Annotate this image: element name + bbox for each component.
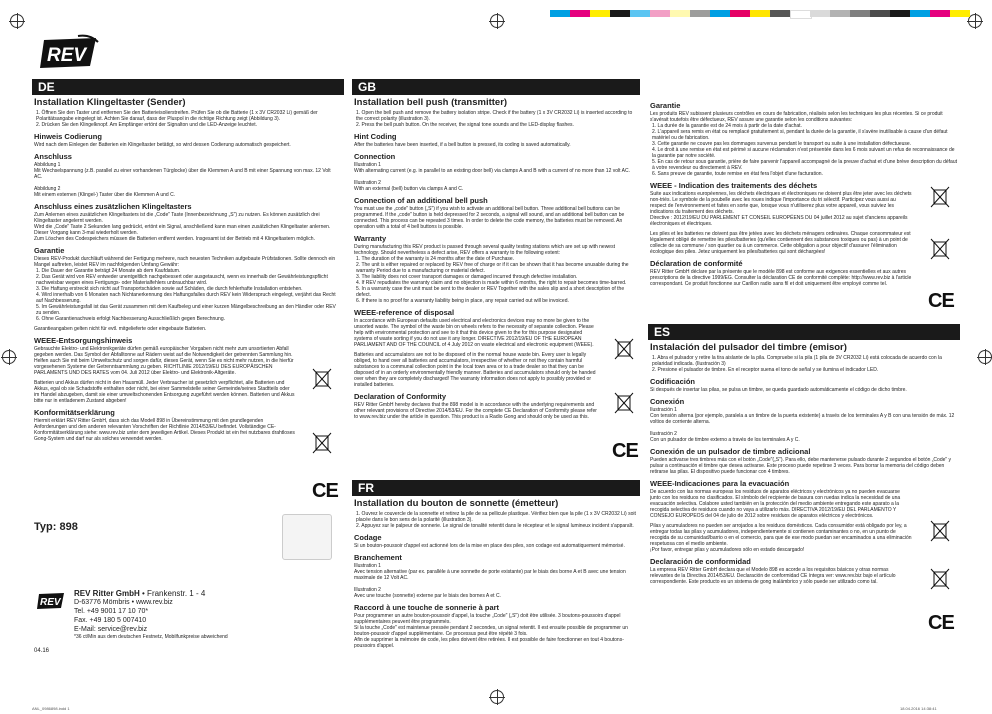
es-step: 1. Abra el pulsador y retire la tira aislante de la pila. Compruebe si la pila (1 pila de 3V CR2032 Li) está colocada de acuerdo con la polaridad indicada. (Ilustración 3) xyxy=(652,355,942,367)
de-additional-heading: Anschluss eines zusätzlichen Klingeltasters xyxy=(34,202,192,211)
weee-bin-icon xyxy=(612,338,636,360)
column-de xyxy=(34,97,340,527)
de-step: 1. Öffnen Sie den Taster und entfernen Sie den Batterieisolierstreifen. Prüfen Sie ob die Batterie (1 x 3V CR2032 Li) gemäß der Polaritätsangabe eingelegt ist. Achten Sie darauf, dass der Pluspol in die richtige Richtung zeigt (Abbildung 3). xyxy=(36,110,318,122)
color-swatch xyxy=(710,10,730,17)
weee-bin-icon xyxy=(310,368,334,390)
de-warranty-heading: Garantie xyxy=(34,246,65,255)
company-block xyxy=(74,589,354,641)
list-item: 6. Sans preuve de garantie, toute remise en état fera l'objet d'une facturation. xyxy=(652,171,823,177)
es-conformity-text: La empresa REV Ritter GmbH declara que el Modelo 898 es acorde a los requisitos básicos y otras normas relevantes de la Directiva 2014/53/EU. Declaración de conformidad CE íntegra ver: www.rev.biz bajo el artículo correspondiente. Este producto es un sistema de gong inalámbrico y sólo puede ser utilizado como tal. xyxy=(650,567,896,585)
company-tel: Tel. +49 9001 17 10 70* xyxy=(74,608,149,615)
de-battery-text: Batterien und Akkus dürfen nicht in den Hausmüll. Jeder Verbraucher ist gesetzlich verpflichtet, alle Batterien und Akkus, egal ob sie Schadstoffe enthalten oder nicht, bei einer Sammelstelle seiner Gemeinde/seines Stadtteils oder im Handel abzugeben, damit sie einer umweltschonenden Entsorgung zugeführt werden können. Batterien und Akkus bitte nur in entladenem Zustand abgeben! xyxy=(34,380,295,404)
gb-warranty-intro: During manufacturing this REV product is passed through several quality testing stations which are set up with newest technology. Should nevertheless a defect arise, REV offers a warranty to the following extent: xyxy=(354,244,615,256)
fr-step: 2. Appuyez sur le palpeur de sonnerie. Le signal de tonalité retentit dans le récepteur et le signal lumineux incident s'apparaît. xyxy=(356,523,634,529)
color-swatch xyxy=(830,10,850,17)
ce-mark-icon: CE xyxy=(612,440,638,462)
list-item: 4. If REV repudiates the warranty claim and no objection is made within 6 months, the right to repair becomes time-barred. xyxy=(356,280,627,286)
list-item: 2. The unit is either repaired or replaced by REV free of charge or if it can be shown that it has become unusable during the warranty Period due to a manufacturing or material defect. xyxy=(356,262,629,274)
color-swatch xyxy=(590,10,610,17)
list-item: 5. In a warranty case the unit must be sent to the dealer or REV Together with the sales slip and a short description of the defect. xyxy=(356,286,625,298)
lang-bar-es: ES xyxy=(648,324,960,340)
list-item: 3. Cette garantie ne couvre pas les dommages survenus pendant le transport ou suite à une installation défectueuse. xyxy=(652,141,912,147)
de-additional-text: Zum Anlernen eines zusätzlichen Klingeltasters ist die „Code" Taste (Innenbezeichnung „S") zu nutzen. Es können zusätzlich drei Klingeltaster angelernt werden. Wird die „Code" Taste 2 Sekunden lang gedrückt, ertönt ein Signal, anschließend kann man einen zusätzlichen Klingeltaster anlernen. Dieser Vorgang kann 3-mal wiederholt werden. Zum Löschen des Codespeichers müssen die Batterien entfernt werden. Insgesamt ist der Betrieb mit 4 Klingeltastern möglich. xyxy=(34,212,331,242)
de-conformity-heading: Konformitätserklärung xyxy=(34,408,115,417)
company-name: REV Ritter GmbH xyxy=(74,589,140,598)
de-title: Installation Klingeltaster (Sender) xyxy=(34,97,186,108)
de-weee-text: Gebrauchte Elektro- und Elektronikgeräte dürfen gemäß europäischer Vorgaben nicht mehr zum unsortierten Abfall gegeben werden. Das Symbol der Abfalltonne auf Rädern weist auf die Notwendigkeit der getrennten Sammlung hin. Helfen auch Sie mit beim Umweltschutz und sorgen dafür, dieses Gerät, wenn Sie es nicht mehr nutzen, in die hierfür vorgesehenen Systeme der Getrenntsammlung zu geben. RICHTLINIE 2012/19/EU DES EUROPÄISCHEN PARLAMENTS UND DES RATES vom 04. Juli 2012 über Elektro- und Elektronik-Altgeräte. xyxy=(34,346,294,376)
fr-step: 1. Ouvrez le couvercle de la sonnette et retirez la pile de sa pellicule plastique. Vérifiez bien que la pile (1 x 3V CR2032 Li) soit placée dans le bon sens de la polarité (illustration 3). xyxy=(356,511,636,523)
company-note: *36 ct/Min aus dem deutschen Festnetz, Mobilfunkpreise abweichend xyxy=(74,634,228,640)
gb-hint-heading: Hint Coding xyxy=(354,132,397,141)
es-coding-heading: Codificación xyxy=(650,377,696,386)
weee-bin-icon xyxy=(928,238,952,260)
fr-connection-heading: Branchement xyxy=(354,553,402,562)
fr-connection-text: Illustration 1 Avec tension alternative (par ex. parallèle à une sonnette de porte existante) par le biais des borne A et B avec une tension maximale de 12 Volt AC. Illustration 2 Avec une touche (sonnette) externe par le biais des bornes A et C. xyxy=(354,563,626,599)
color-swatch xyxy=(890,10,910,17)
color-swatch xyxy=(910,10,930,17)
fr-warranty-list xyxy=(650,123,958,177)
es-title: Instalación del pulsador del timbre (emisor) xyxy=(650,342,847,353)
registration-mark-top-center xyxy=(490,14,504,28)
list-item: 5. En cas de retour sous garantie, prière de faire parvenir l'appareil accompagné de la preuve d'achat et d'une brève description du défaut à votre revendeur ou directement à REV. xyxy=(652,159,957,171)
company-city: D-63776 Mömbris • www.rev.biz xyxy=(74,599,173,606)
list-item: 4. Wird innerhalb von 6 Monaten nach Nichtanerkennung des Haftungsfalles durch REV kein Widerspruch eingelegt, verjährt das Recht auf Nachbesserung. xyxy=(36,292,336,304)
fr-additional-text: Pour programmer un autre bouton-poussoir d'appel, la touche „Code" („S") doit être utilisée. 3 boutons-poussoirs d'appel supplémentaires peuvent être programmés. Si la touche „Code" est maintenue pressée pendant 2 secondes, un signal retentit. Il est ensuite possible de programmer un bouton-poussoir d'appel supplémentaire. Ce processus peut être répété 3 fois. Afin de supprimer la mémoire de code, les piles doivent être retirées. Il est possible de faire fonctionner en tout 4 boutons-poussoirs d'appel. xyxy=(354,613,628,649)
weee-bin-icon xyxy=(310,432,334,454)
gb-warranty-heading: Warranty xyxy=(354,234,387,243)
de-hint-text: Wird nach dem Einlegen der Batterien ein Klingeltaster betätigt, so wird dessen Codierung automatisch gespeichert. xyxy=(34,142,291,148)
company-logo xyxy=(36,592,66,610)
de-connection-text: Abbildung 1 Mit Wechselspannung (z.B. parallel zu einer vorhandenen Türglocke) über die Klemmen A und B mit einer Spannung von max. 12 Volt AC. Abbildung 2 Mit einem externen (Klingel-) Taster über die Klemmen A und C. xyxy=(34,162,331,198)
gb-conformity-text: REV Ritter GmbH hereby declares that the 898 model is in accordance with the underlying requirements and other relevant provisions of Directive 2014/53/EU. For the complete CE Declaration of Conformity please refer to www.rev.biz under the article in question. This product is a Radio Gong and should only be used as this. xyxy=(354,402,597,420)
weee-bin-icon xyxy=(612,392,636,414)
fr-steps xyxy=(354,511,638,529)
registration-mark-top-right xyxy=(968,14,982,28)
color-swatch xyxy=(750,10,770,17)
fr-battery-text: Les piles et les batteries ne doivent pas être jetées avec les déchets ménagers ordinaires. Chaque consommateur est légalement obligé de remettre les piles/batteries (qu'elles contiennent des substances toxiques ou pas) à un point de collecte de sa commune / son quartier ou à un commerce. Cette obligation a pour objectif d'assurer l'élimination écologique des piles. Jetez uniquement les piles/batteries qui sont déchargées! xyxy=(650,231,911,255)
column-fr xyxy=(354,498,638,698)
es-step: 2. Presione el pulsador de timbre. En el receptor suena el tono de señal y se ilumina el indicador LED. xyxy=(652,367,879,373)
list-item: 2. L'appareil sera remis en état ou remplacé gratuitement si, pendant la durée de la garantie, il s'avère inutilisable à cause d'un défaut matériel ou de fabrication. xyxy=(652,129,948,141)
de-weee-heading: WEEE-Entsorgungshinweis xyxy=(34,336,133,345)
weee-bin-icon xyxy=(928,568,952,590)
list-item: 2. Das Gerät wird von REV entweder unentgeltlich nachgebessert oder ausgetauscht, wenn es innerhalb der Gewährleistungspflicht nachweisbar wegen eines Fertigungs- oder Materialfehlers unbrauchbar wird. xyxy=(36,274,328,286)
column-fr-continued xyxy=(650,97,958,317)
es-additional-heading: Conexión de un pulsador de timbre adicional xyxy=(650,447,811,456)
color-swatch xyxy=(950,10,970,17)
gb-warranty-list xyxy=(354,256,638,304)
logo-text: REV xyxy=(40,597,61,608)
fr-coding-heading: Codage xyxy=(354,533,382,542)
color-swatch xyxy=(730,10,750,17)
color-swatch xyxy=(690,10,710,17)
list-item: 6. Ohne Garantienachweis erfolgt Nachbesserung Ausschließlich gegen Berechnung. xyxy=(36,316,226,322)
registration-mark-top-left xyxy=(10,14,24,28)
list-item: 4. Le droit à une remise en état est périmé si aucune réclamation n'est présentée dans les 6 mois suivant un refus de reconnaissance de la garantie par notre société. xyxy=(652,147,955,159)
column-gb xyxy=(354,97,638,467)
color-swatch xyxy=(930,10,950,17)
weee-bin-icon xyxy=(928,520,952,542)
fr-title: Installation du bouton de sonnette (émetteur) xyxy=(354,498,559,509)
de-connection-heading: Anschluss xyxy=(34,152,72,161)
ce-mark-icon: CE xyxy=(928,290,954,312)
footer-timestamp: 18.04.2016 14:38:41 xyxy=(900,706,937,711)
de-warranty-note: Garantieangaben gelten nicht für evtl. mitgelieferte oder eingebaute Batterien. xyxy=(34,326,207,332)
fr-coding-text: Si un bouton-poussoir d'appel est actionné lors de la mise en place des piles, son codage est automatiquement mémorisé. xyxy=(354,543,625,549)
gb-step: 2. Press the bell push button. On the receiver, the signal tone sounds and the LED-display flashes. xyxy=(356,122,574,128)
gb-connection-heading: Connection xyxy=(354,152,396,161)
list-item: 1. La durée de la garantie est de 24 mois à partir de la date d'achat. xyxy=(652,123,802,129)
gb-battery-text: Batteries and accumulators are not to be disposed of in the normal house waste bin. Every user is legally obliged, to hand over all batteries and accumulators, irrespective of whether or not they contain harmful substances to a communal collection point in the local town area or to a trade dealer so that they can be disposed of in an orderly environmentally friendly manner. Batteries and accumulators should only be handed over when they are completely discharged! The warranty information does not apply to possibly provided or installed batteries. xyxy=(354,352,596,388)
color-swatch xyxy=(570,10,590,17)
list-item: 3. Die Haftung erstreckt sich nicht auf Transportschäden sowie auf Schäden, die durch fehlerhafte Installation entstehen. xyxy=(36,286,303,292)
fr-warranty-intro: Les produits REV subissent plusieurs contrôles en cours de fabrication, réalisés selon les techniques les plus récentes. Si ce produit s'avérait toutefois être défectueux, REV assure une garantie selon les conditions suivantes: xyxy=(650,111,943,123)
color-swatch xyxy=(790,10,812,19)
color-swatch xyxy=(810,10,830,17)
es-battery-text: Pilas y acumuladores no pueden ser arrojados a los residuos domésticos. Cada consumidor está obligado por ley, a entregar todas las pilas y acumuladores, independientemente si contienen contaminantes o no, en un punto de recogida de su comunidad/barrio o en el comercio, para que de ese modo puedan ser encaminados a una eliminación respetuosa con el medio ambiente. ¡Por favor, entregar pilas y acumuladores sólo en estado descargado! xyxy=(650,523,912,553)
gb-steps xyxy=(354,110,638,128)
color-swatch xyxy=(870,10,890,17)
color-swatch xyxy=(770,10,790,17)
color-swatch xyxy=(610,10,630,17)
gb-weee-heading: WEEE-reference of disposal xyxy=(354,308,455,317)
es-additional-text: Pueden activarse tres timbres más con el botón „Code"(„S"). Para ello, debe mantenerse pulsado durante 2 segundos el botón „Code" y pulsar a continuación el timbre que desea activarse. Este proceso puede repetirse 3 veces. Para borrar la memoria del código deben retirarse las pilas. El dispositivo puede funcionar con 4 timbres. xyxy=(650,457,952,475)
gb-connection-text: Illustration 1 With alternating current (e.g. in parallel to an existing door bell) via clamps A and B with a current of no more than 12 volt AC. Illustration 2 With an external (bell) button via clamps A and C. xyxy=(354,162,630,192)
gb-additional-heading: Connection of an additional bell push xyxy=(354,196,488,205)
list-item: 1. The duration of the warranty is 24 months after the date of Purchase. xyxy=(356,256,515,262)
registration-mark-mid-left xyxy=(2,350,16,364)
company-email: E-Mail: service@rev.biz xyxy=(74,626,148,633)
gb-conformity-heading: Declaration of Conformity xyxy=(354,392,447,401)
type-label: Typ: 898 xyxy=(34,521,78,533)
es-conformity-heading: Declaración de conformidad xyxy=(650,557,751,566)
company-fax: Fax. +49 180 5 007410 xyxy=(74,617,147,624)
es-steps xyxy=(650,355,958,373)
de-steps xyxy=(34,110,340,128)
list-item: 5. Im Gewährleistungsfall ist das Gerät zusammen mit dem Kaufbeleg und einer kurzen Mängelbeschreibung an den Händler oder REV zu senden. xyxy=(36,304,336,316)
ce-mark-icon: CE xyxy=(312,480,338,502)
lang-bar-gb: GB xyxy=(352,79,640,95)
color-swatch xyxy=(630,10,650,17)
color-swatch xyxy=(670,10,690,17)
fr-warranty-heading: Garantie xyxy=(650,101,681,110)
lang-bar-de: DE xyxy=(32,79,344,95)
registration-mark-mid-right xyxy=(978,350,992,364)
de-hint-heading: Hinweis Codierung xyxy=(34,132,102,141)
fr-conformity-text: REV Ritter GmbH déclare par la présente que le modèle 898 est conforme aux exigences essentielles et aux autres prescriptions de la directive 1999/EG. Consulter la déclaration CE de conformité complète: http://www.rev.biz à l'article correspondant. Ce produit fonctionne sur Carillon radio sans fil et doit uniquement être employé comme tel. xyxy=(650,269,912,287)
de-warranty-list xyxy=(34,268,340,322)
de-warranty-intro: Dieses REV-Produkt durchläuft während der Fertigung mehrere, nach neuesten Techniken aufgebaute Prüfstationen. Sollte dennoch ein Mangel auftreten, leistet REV im nachfolgenden Umfang Gewähr: xyxy=(34,256,336,268)
list-item: 3. The liability does not cover transport damages or damaged incurred through defective installation. xyxy=(356,274,578,280)
gb-hint-text: After the batteries have been inserted, if a bell button is pressed, its coding is saved automatically. xyxy=(354,142,571,148)
rev-logo xyxy=(38,34,100,72)
es-weee-heading: WEEE-Indicaciones para la evacuación xyxy=(650,479,790,488)
column-es xyxy=(650,342,958,692)
color-swatch xyxy=(850,10,870,17)
es-connection-text: Ilustración 1 Con tensión alterna (por ejemplo, paralela a un timbre de la puerta existente) a través de los terminales A y B con una tensión de máx. 12 voltios de corriente alterna. Ilustración 2 Con un pulsador de timbre externo a través de los terminales A y C. xyxy=(650,407,955,443)
de-step: 2. Drücken Sie den Klingelknopf. Am Empfänger ertönt der Signalton und die LED-Anzeige leuchtet. xyxy=(36,122,257,128)
weee-bin-icon xyxy=(928,186,952,208)
color-swatch xyxy=(550,10,570,17)
color-swatch xyxy=(650,10,670,17)
de-conformity-text: Hiermit erklärt REV Ritter GmbH, dass sich das Modell 898 in Übereinstimmung mit den grundlegenden Anforderungen und den anderen relevanten Vorschriften der Richtlinie 2014/53/EU befindet. Vollständige CE-Konformitätserklärung siehe: www.rev.biz unter dem jeweiligen Artikel. Dieses Produkt ist ein frei nutzbares drahtloses Gong-System und darf nur als solches verwendet werden. xyxy=(34,418,295,442)
logo-text: REV xyxy=(47,45,87,66)
list-item: 1. Die Dauer der Garantie beträgt 24 Monate ab dem Kaufdatum. xyxy=(36,268,181,274)
list-item: 6. If there is no proof for a warranty liability being in place, any repair carried out will be invoiced. xyxy=(356,298,569,304)
ce-mark-icon: CE xyxy=(928,612,954,634)
es-connection-heading: Conexión xyxy=(650,397,685,406)
es-weee-text: De acuerdo con las normas europeas los residuos de aparatos eléctricos y electrónicos ya no pueden evacuarse junto con los residuos no clasificados. El símbolo del recipiente de basura con ruedas indica la necesidad de una evacuación selectiva. Colabore usted también en la protección del medio ambiente entregando este aparato a la recogida selectiva de residuos cuando no vaya a utilizarlo más. DIRECTIVA 2012/19/EU DEL PARLAMENTO Y CONSEJO EUROPEOS del 04 de julio de 2012 sobre residuos de aparatos eléctricos y electrónicos. xyxy=(650,489,901,519)
company-address: • Frankenstr. 1 - 4 xyxy=(142,589,206,598)
lang-bar-fr: FR xyxy=(352,480,640,496)
fr-weee-text: Suite aux indications européennes, les déchets électriques et électroniques ne doivent plus être jeter avec les déchets non-triés. Le symbole de la poubelle avec les roues indique l'importance du tri sélectif. Participez vous aussi au respect de l'environnement et faites en sorte que, lorsque vous n'utiliserez plus votre appareil, vous suiviez les indications du traitement des déchets. Directive : 2012/19/EU DU PARLEMENT ET CONSEIL EUROPÉENS DU 04 juillet 2012 au sujet d'anciens appareils électroniques et électriques. xyxy=(650,191,912,227)
es-coding-text: Si después de insertar las pilas, se pulsa un timbre, se queda guardado automáticamente el código de dicho timbre. xyxy=(650,387,907,393)
gb-step: 1. Open the bell push and remove the battery isolation stripe. Check if the battery (1 x 3V CR2032 Li) is inserted according to the correct polarity (illustration 3). xyxy=(356,110,633,122)
print-date: 04.16 xyxy=(34,648,50,654)
fr-weee-heading: WEEE - Indication des traitements des déchets xyxy=(650,181,818,190)
gb-weee-text: In accordance with European defaults used electrical and electronics devices may no more be given to the unsorted waste. The symbol of the waste bin on wheels refers to the necessity of separate collection. Please help with environmental protection and see to it that this device given to the for this purpose designated systems of waste sorting if you do not use it any longer. DIRECTIVE 2012/19/EU OF THE EUROPEAN PARLIAMENT AND OF THE COUNCIL of 4 July 2012 on waste electrical and electronic equipment (WEEE). xyxy=(354,318,594,348)
product-image xyxy=(282,514,332,560)
gb-additional-text: You must use the „code" button („S") if you wish to activate an additional bell button. Three additional bell buttons can be programmed. If the „code" button is held depressed for 2 seconds, a signal will sound, and an additional bell button can be connected. This process can be repeated 3 times. In order to delete the code memory, the batteries must be removed. An operation with a total of 4 bell buttons is possible. xyxy=(354,206,625,230)
footer-file: ANL_0986898.indd 1 xyxy=(32,706,70,711)
gb-title: Installation bell push (transmitter) xyxy=(354,97,508,108)
fr-conformity-heading: Déclaration de conformité xyxy=(650,259,743,268)
fr-additional-heading: Raccord à une touche de sonnerie à part xyxy=(354,603,500,612)
